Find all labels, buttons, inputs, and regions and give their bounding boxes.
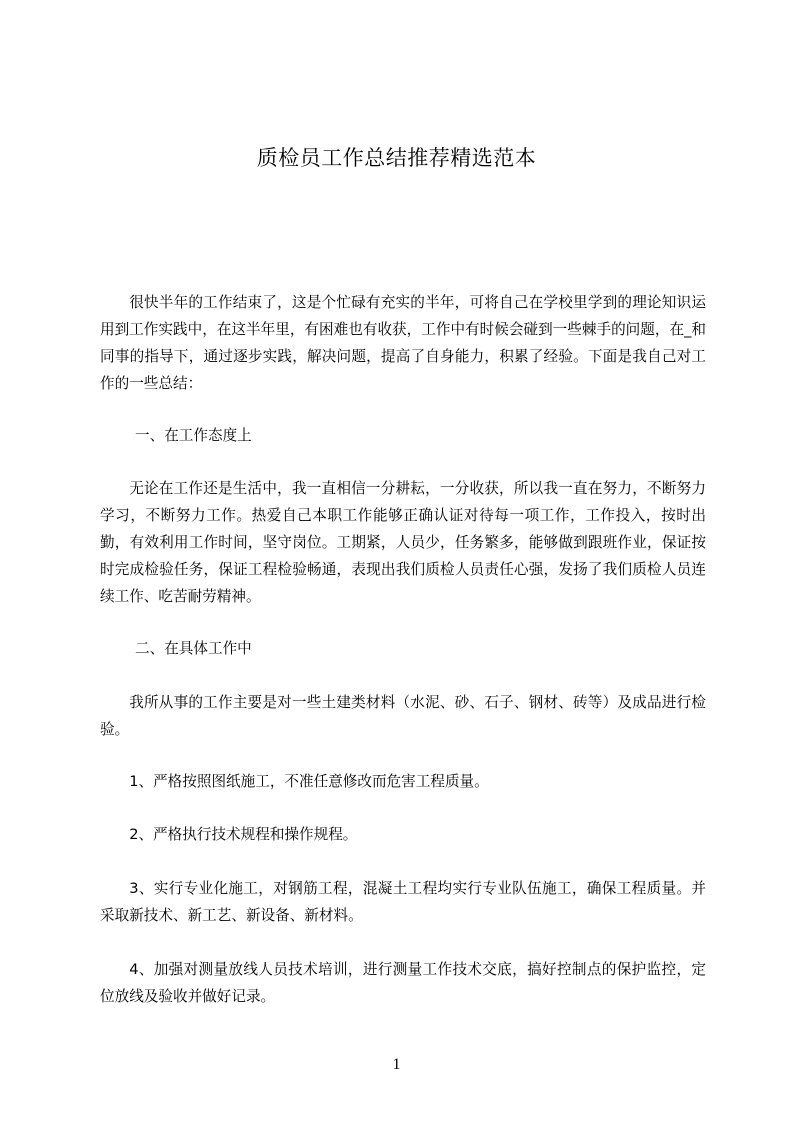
section-body-attitude: 无论在工作还是生活中，我一直相信一分耕耘，一分收获，所以我一直在努力，不断努力学习，不断努力工作。热爱自己本职工作能够正确认证对待每一项工作，工作投入，按时出勤，有效利用工作时间，坚守岗位。工期紧，人员少，任务繁多，能够做到跟班作业，保证按时完成检验任务，保证工程检验畅通，表现出我们质检人员责任心强，发扬了我们质检人员连续工作、吃苦耐劳精神。 bbox=[100, 480, 706, 605]
list-item-3: 3、实行专业化施工，对钢筋工程，混凝土工程均实行专业队伍施工，确保工程质量。并采取新技术、新工艺、新设备、新材料。 bbox=[100, 880, 706, 924]
list-item-4: 4、加强对测量放线人员技术培训，进行测量工作技术交底，搞好控制点的保护监控，定位放线及验收并做好记录。 bbox=[100, 961, 706, 1005]
page-number: 1 bbox=[392, 1056, 401, 1073]
document-title: 质检员工作总结推荐精选范本 bbox=[256, 146, 537, 170]
section-heading-attitude: 一、在工作态度上 bbox=[135, 427, 252, 444]
section-body-work: 我所从事的工作主要是对一些土建类材料（水泥、砂、石子、钢材、砖等）及成品进行检验。 bbox=[100, 694, 706, 738]
intro-paragraph: 很快半年的工作结束了，这是个忙碌有充实的半年，可将自己在学校里学到的理论知识运用到工作实践中，在这半年里，有困难也有收获，工作中有时候会碰到一些棘手的问题，在_和同事的指导下，通过逐步实践，解决问题，提高了自身能力，积累了经验。下面是我自己对工作的一些总结： bbox=[100, 294, 706, 392]
list-item-2: 2、严格执行技术规程和操作规程。 bbox=[129, 826, 358, 843]
section-heading-work: 二、在具体工作中 bbox=[135, 640, 252, 657]
list-item-1: 1、严格按照图纸施工，不准任意修改而危害工程质量。 bbox=[129, 773, 489, 790]
